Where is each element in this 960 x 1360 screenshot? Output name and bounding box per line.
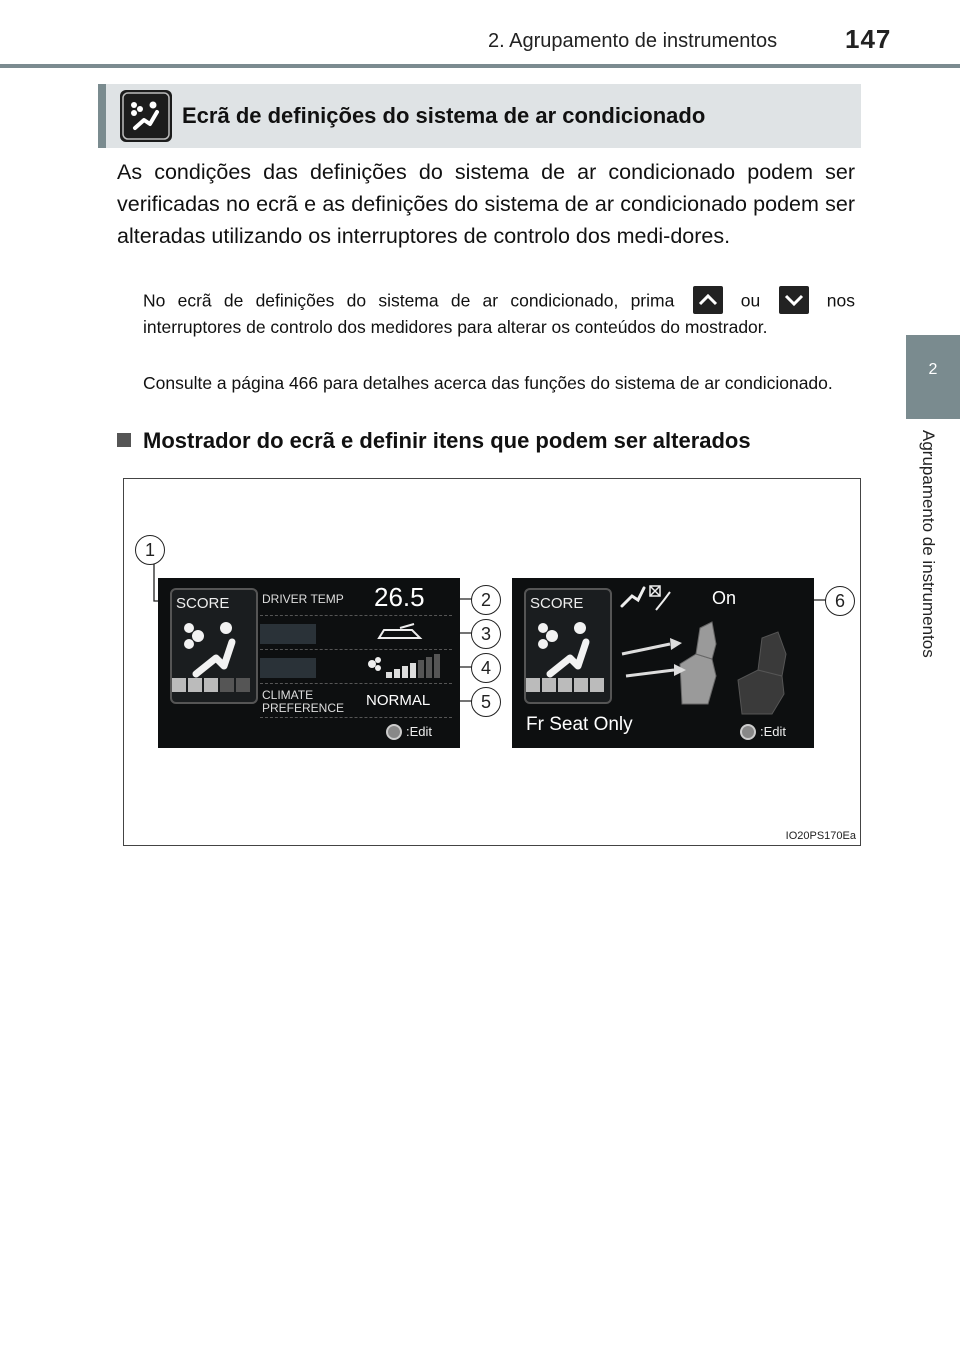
chevron-down-icon (779, 286, 809, 314)
seat-mode: Fr Seat Only (526, 714, 633, 735)
dial-icon (386, 724, 402, 740)
driver-temp-label: DRIVER TEMP (262, 592, 344, 606)
page-number: 147 (845, 24, 892, 54)
setting-placeholder (260, 624, 316, 644)
callout-1: 1 (135, 535, 165, 565)
score-label: SCORE (176, 595, 230, 612)
reference-paragraph: Consulte a página 466 para detalhes acerca das funções do sistema de ar condicionado. (143, 373, 833, 393)
chapter-side-label: Agrupamento de instrumentos (919, 430, 938, 658)
right-climate-screen (512, 578, 814, 748)
score-label: SCORE (530, 595, 584, 612)
driver-temp-value: 26.5 (374, 582, 425, 612)
air-conditioning-icon (120, 90, 172, 142)
callout-6: 6 (825, 586, 855, 616)
edit-label: :Edit (760, 724, 787, 739)
seat-status: On (712, 588, 737, 608)
setting-placeholder (260, 658, 316, 678)
score-bar (172, 678, 252, 694)
section-heading (98, 84, 861, 148)
figure-code: IO20PS170Ea (785, 830, 856, 842)
section-title: Ecrã de definições do sistema de ar condicionado (182, 103, 706, 128)
chevron-up-icon (693, 286, 723, 314)
header-divider (0, 64, 960, 68)
edit-label: :Edit (406, 724, 433, 739)
chapter-title: 2. Agrupamento de instrumentos (488, 30, 778, 52)
callout-4: 4 (471, 653, 501, 683)
car-recirculation-icon (376, 623, 426, 643)
climate-preference-label: CLIMATE PREFERENCE (262, 688, 345, 715)
callout-3: 3 (471, 619, 501, 649)
climate-preference-value: NORMAL (366, 692, 431, 709)
bullet-square (117, 433, 131, 447)
fan-speed-icon (364, 654, 442, 680)
instruction-paragraph: No ecrã de definições do sistema de ar condicionado, prima ou nos interruptores de controlo dos medidores para alterar os conteúdos do mostrador. (143, 288, 855, 339)
dial-icon (740, 724, 756, 740)
display-figure (123, 478, 861, 846)
seat-air-icon (618, 584, 678, 614)
left-climate-screen (158, 578, 460, 748)
chapter-tab: 2 (906, 335, 960, 419)
score-bar (526, 678, 606, 694)
seats-illustration (612, 614, 808, 724)
callout-2: 2 (471, 585, 501, 615)
callout-5: 5 (471, 687, 501, 717)
intro-paragraph: As condições das definições do sistema de ar condicionado podem ser verificadas no ecrã e as definições do sistema de ar condicionado podem ser alteradas utilizando os interruptores de controlo dos medi-dores. (117, 160, 855, 248)
subsection-heading: Mostrador do ecrã e definir itens que podem ser alterados (117, 428, 751, 454)
